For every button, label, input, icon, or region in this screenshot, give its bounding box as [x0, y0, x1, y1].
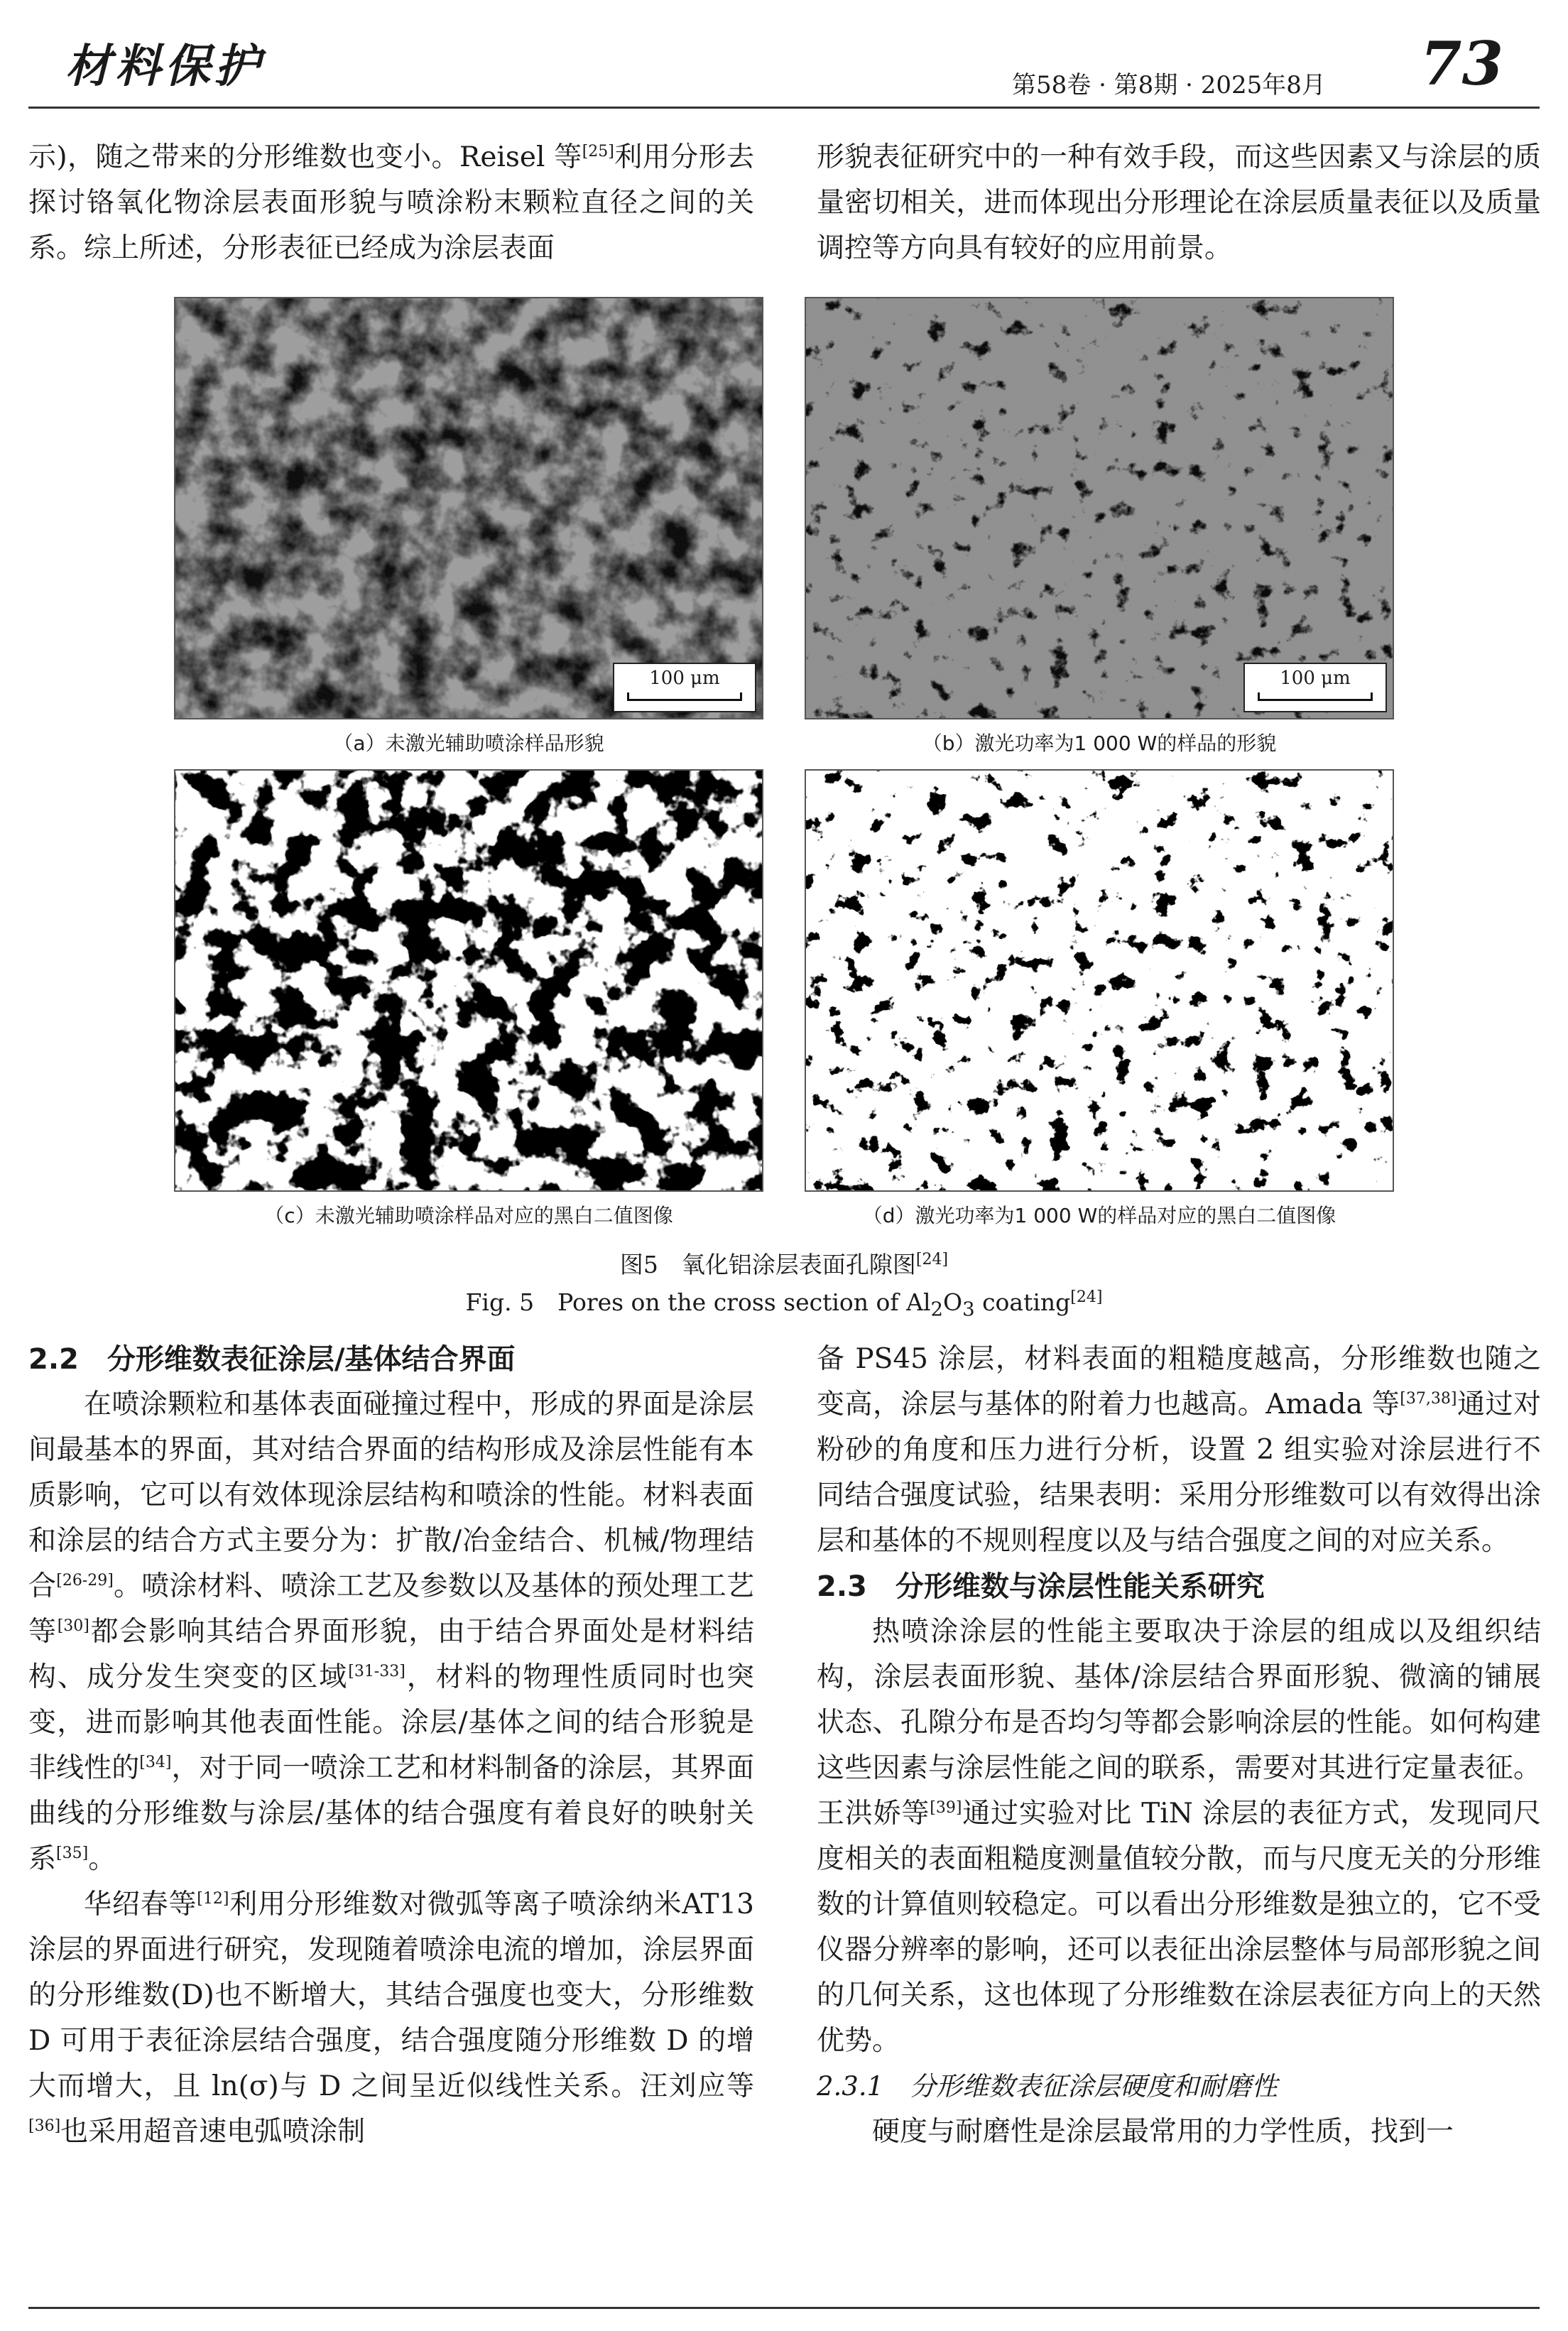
figure-panel-d — [805, 769, 1394, 1192]
issue-info: 第58卷 · 第8期 · 2025年8月 — [1012, 71, 1326, 99]
scale-bar-b: 100 μm — [1243, 663, 1387, 712]
paragraph: 备 PS45 涂层，材料表面的粗糙度越高，分形维数也随之变高，涂层与基体的附着力也越高。Amada 等[37,38]通过对粉砂的角度和压力进行分析，设置 2 组实验对涂层进行不同结合强度试验，结果表明：采用分形维数可以有效得出涂层和基体的不规则程度以及与结合强度之间的对应关系。 — [817, 1343, 1541, 1557]
micrograph-b-image — [806, 298, 1393, 718]
footer-rule — [28, 2307, 1540, 2309]
section-heading-2-2: 2.2 分形维数表征涂层/基体结合界面 — [28, 1343, 516, 1376]
text-run: 利用分形去探讨铬氧化物涂层表面形貌与喷涂粉末颗粒直径之间的关系。综上所述，分形表征已经成为涂层表面 — [28, 141, 754, 264]
paragraph: 硬度与耐磨性是涂层最常用的力学性质，找到一 — [872, 2116, 1454, 2148]
citation: [25] — [582, 143, 614, 161]
figure-panel-c — [174, 769, 763, 1192]
figure-subcaption-d: （d）激光功率为1 000 W的样品对应的黑白二值图像 — [862, 1204, 1336, 1227]
figure-panel-b — [805, 297, 1394, 719]
binary-d-image — [806, 771, 1393, 1190]
subsection-heading-2-3-1: 2.3.1 分形维数表征涂层硬度和耐磨性 — [817, 2071, 1278, 2102]
journal-logo: 材料保护 — [65, 40, 264, 93]
figure-panel-a — [174, 297, 763, 719]
paragraph: 华绍春等[12]利用分形维数对微弧等离子喷涂纳米AT13涂层的界面进行研究，发现随着喷涂电流的增加，涂层界面的分形维数(D)也不断增大，其结合强度也变大，分形维数 D 可用于表征涂层结合强度，结合强度随分形维数 D 的增大而增大，且 ln(σ)与 D 之间呈近似线性关系。汪刘应等[36]也采用超音速电弧喷涂制 — [28, 1889, 754, 2148]
text-run: 示)，随之带来的分形维数也变小。Reisel 等 — [28, 141, 582, 173]
micrograph-a-image — [175, 298, 762, 718]
paragraph: 在喷涂颗粒和基体表面碰撞过程中，形成的界面是涂层间最基本的界面，其对结合界面的结构形成及涂层性能有本质影响，它可以有效体现涂层结构和喷涂的性能。材料表面和涂层的结合方式主要分为：扩散/冶金结合、机械/物理结合[26-29]。喷涂材料、喷涂工艺及参数以及基体的预处理工艺等[30]都会影响其结合界面形貌，由于结合界面处是材料结构、成分发生突变的区域[31-33]，材料的物理性质同时也突变，进而影响其他表面性能。涂层/基体之间的结合形貌是非线性的[34]，对于同一喷涂工艺和材料制备的涂层，其界面曲线的分形维数与涂层/基体的结合强度有着良好的映射关系[35]。 — [28, 1389, 754, 1875]
section-2-2-column — [28, 1337, 754, 2155]
text-run: 形貌表征研究中的一种有效手段，而这些因素又与涂层的质量密切相关，进而体现出分形理论在涂层质量表征以及质量调控等方向具有较好的应用前景。 — [817, 141, 1541, 264]
header-rule — [28, 107, 1540, 109]
figure-subcaption-b: （b）激光功率为1 000 W的样品的形貌 — [922, 732, 1277, 755]
top-left-paragraph — [28, 135, 754, 271]
page-number: 73 — [1420, 28, 1503, 99]
figure-subcaption-a: （a）未激光辅助喷涂样品形貌 — [333, 732, 604, 755]
section-2-3-column — [817, 1337, 1541, 2155]
figure-caption-en: Fig. 5 Pores on the cross section of $Al_2O_3$ coating[24] — [465, 1288, 1103, 1321]
scale-bar-a: 100 μm — [613, 663, 756, 712]
binary-c-image — [175, 771, 762, 1190]
top-right-paragraph — [817, 135, 1541, 271]
figure-caption-cn: 图5 氧化铝涂层表面孔隙图[24] — [619, 1251, 949, 1278]
paragraph: 热喷涂涂层的性能主要取决于涂层的组成以及组织结构，涂层表面形貌、基体/涂层结合界面形貌、微滴的铺展状态、孔隙分布是否均匀等都会影响涂层的性能。如何构建这些因素与涂层性能之间的联系，需要对其进行定量表征。王洪娇等[39]通过实验对比 TiN 涂层的表征方式，发现同尺度相关的表面粗糙度测量值较分散，而与尺度无关的分形维数的计算值则较稳定。可以看出分形维数是独立的，它不受仪器分辨率的影响，还可以表征出涂层整体与局部形貌之间的几何关系，这也体现了分形维数在涂层表征方向上的天然优势。 — [817, 1616, 1541, 2057]
section-heading-2-3: 2.3 分形维数与涂层性能关系研究 — [817, 1570, 1265, 1603]
figure-subcaption-c: （c）未激光辅助喷涂样品对应的黑白二值图像 — [264, 1204, 673, 1227]
